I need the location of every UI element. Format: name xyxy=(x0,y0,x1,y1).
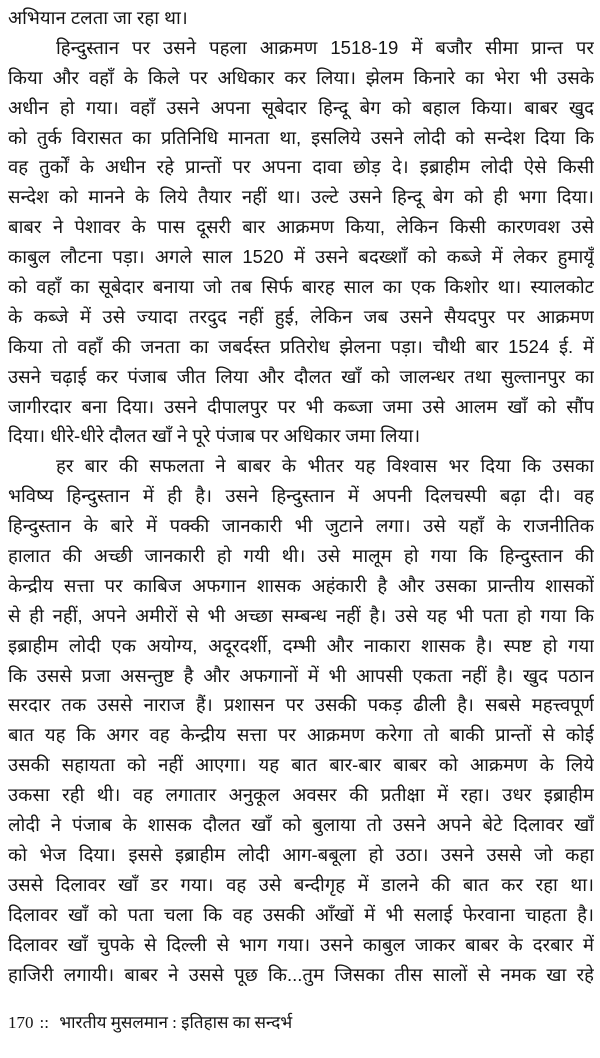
page-footer xyxy=(8,1010,298,1033)
text-line: हाजिरी लगायी। बाबर ने उससे पूछ कि...तुम जिसका तीस सालों से नमक खा रहे xyxy=(8,963,594,985)
text-line: हालात की अच्छी जानकारी हो गयी थी। उसे मालूम हो गया कि हिन्दुस्तान की xyxy=(8,545,594,567)
footer-separator: :: xyxy=(39,1013,49,1032)
text-line: किया और वहाँ के किले पर अधिकार कर लिया। झेलम किनारे का भेरा भी उसके xyxy=(8,66,594,88)
text-line: दिलावर खाँ को पता चला कि वह उसकी आँखों में भी सलाई फेरवाना चाहता है। xyxy=(8,903,594,925)
body-text xyxy=(8,3,594,989)
text-line: उसकी सहायता को नहीं आएगा। यह बात बार-बार बाबर को आक्रमण के लिये xyxy=(8,754,594,776)
text-line: के कब्जे में उसे ज्यादा तरदुद नहीं हुई, लेकिन जब उसने सैयदपुर पर आक्रमण xyxy=(8,305,594,327)
text-line: को वहाँ का सूबेदार बनाया जो तब सिर्फ बारह साल का एक किशोर था। स्यालकोट xyxy=(8,276,594,298)
text-line: काबुल लौटना पड़ा। अगले साल 1520 में उसने बदख्शाँ को कब्जे में लेकर हुमायूँ xyxy=(8,246,594,268)
text-line: सरदार तक उससे नाराज हैं। प्रशासन पर उसकी पकड़ ढीली है। सबसे महत्त्वपूर्ण xyxy=(8,694,594,716)
text-line: उससे दिलावर खाँ डर गया। वह उसे बन्दीगृह में डालने की बात कर रहा था। xyxy=(8,873,594,895)
text-line: इब्राहीम लोदी एक अयोग्य, अदूरदर्शी, दम्भी और नाकारा शासक है। स्पष्ट हो गया xyxy=(8,634,594,656)
text-line: दिलावर खाँ चुपके से दिल्ली से भाग गया। उसने काबुल जाकर बाबर के दरबार में xyxy=(8,933,594,955)
text-line: से ही नहीं, अपने अमीरों से भी अच्छा सम्बन्ध नहीं है। उसे यह भी पता हो गया कि xyxy=(8,604,594,626)
page-number: 170 xyxy=(8,1013,34,1032)
text-line: बात यह कि अगर वह केन्द्रीय सत्ता पर आक्रमण करेगा तो बाकी प्रान्तों से कोई xyxy=(8,724,594,746)
text-line: अभियान टलता जा रहा था। xyxy=(8,7,188,28)
text-line: अधीन हो गया। वहाँ उसने अपना सूबेदार हिन्दू बेग को बहाल किया। बाबर खुद xyxy=(8,96,594,118)
text-line: दिया। धीरे-धीरे दौलत खाँ ने पूरे पंजाब पर अधिकार जमा लिया। xyxy=(8,425,421,447)
text-line: किया तो वहाँ की जनता का जबर्दस्त प्रतिरोध झेलना पड़ा। चौथी बार 1524 ई. में xyxy=(8,335,594,357)
text-line: कि उससे प्रजा असन्तुष्ट है और अफगानों में भी आपसी एकता नहीं है। खुद पठान xyxy=(8,664,594,686)
text-line: बाबर ने पेशावर के पास दूसरी बार आक्रमण किया, लेकिन किसी कारणवश उसे xyxy=(8,216,594,238)
text-line: केन्द्रीय सत्ता पर काबिज अफगान शासक अहंकारी है और उसका प्रान्तीय शासकों xyxy=(8,574,594,596)
text-line: को तुर्क विरासत का प्रतिनिधि मानता था, इसलिये उसने लोदी को सन्देश दिया कि xyxy=(8,126,594,148)
text-line: सन्देश को मानने के लिये तैयार नहीं था। उल्टे उसने हिन्दू बेग को ही भगा दिया। xyxy=(8,186,594,208)
text-line: उकसा रही थी। वह लगातार अनुकूल अवसर की प्रतीक्षा में रहा। उधर इब्राहीम xyxy=(8,784,594,806)
text-line: को भेज दिया। इससे इब्राहीम लोदी आग-बबूला हो उठा। उसने उससे जो कहा xyxy=(8,843,594,865)
text-line: भविष्य हिन्दुस्तान में ही है। उसने हिन्दुस्तान में अपनी दिलचस्पी बढ़ा दी। वह xyxy=(8,485,594,507)
text-line: हिन्दुस्तान के बारे में पक्की जानकारी भी जुटाने लगा। उसे यहाँ के राजनीतिक xyxy=(8,515,594,537)
text-line: वह तुर्कों के अधीन रहे प्रान्तों पर अपना दावा छोड़ दे। इब्राहीम लोदी ऐसे किसी xyxy=(8,156,594,178)
text-line: हिन्दुस्तान पर उसने पहला आक्रमण 1518-19 में बजौर सीमा प्रान्त पर xyxy=(56,36,594,58)
text-line: लोदी ने पंजाब के शासक दौलत खाँ को बुलाया तो उसने अपने बेटे दिलावर खाँ xyxy=(8,814,594,836)
book-title: भारतीय मुसलमान : इतिहास का सन्दर्भ xyxy=(59,1013,293,1032)
text-line: उसने चढ़ाई कर पंजाब जीत लिया और दौलत खाँ को जालन्धर तथा सुल्तानपुर का xyxy=(8,365,594,387)
text-line: जागीरदार बना दिया। उसने दीपालपुर पर भी कब्जा जमा उसे आलम खाँ को सौंप xyxy=(8,395,594,417)
text-line: हर बार की सफलता ने बाबर के भीतर यह विश्वास भर दिया कि उसका xyxy=(56,455,594,477)
